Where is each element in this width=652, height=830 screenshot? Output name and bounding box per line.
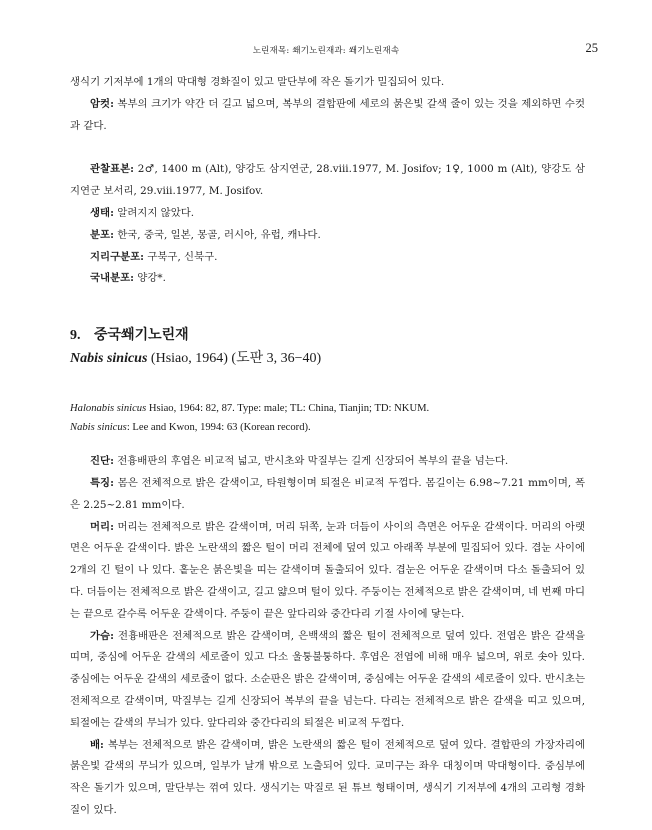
material-examined: 관찰표본: 2♂, 1400 m (Alt), 양강도 삼지연군, 28.viii.1977, M. Josifov; 1♀, 1000 m (Alt), 양강도 삼지연군 보서리, 29.viii.1977, M. Josifov. [70,163,585,198]
ecology: 생태: 알려지지 않았다. [90,206,195,219]
female-paragraph: 암컷: 복부의 크기가 약간 더 길고 넓으며, 복부의 결합판에 세로의 붉은빛 갈색 줄이 있는 것을 제외하면 수컷과 같다. [70,97,585,132]
distribution: 분포: 한국, 중국, 일본, 몽골, 러시아, 유럽, 캐나다. [90,228,321,241]
running-head: 노린재목: 쐐기노린재과: 쐐기노린재속 [252,46,400,56]
diagnosis: 진단: 전흉배판의 후엽은 비교적 넓고, 반시초와 막질부는 길게 신장되어 복부의 끝을 넘는다. [90,455,509,468]
species-scientific-name: Nabis sinicus (Hsiao, 1964) (도판 3, 36−40) [70,351,322,367]
abdomen-description: 배: 복부는 전체적으로 밝은 갈색이며, 밝은 노란색의 짧은 털이 전체적으로 덮여 있다. 결합판의 가장자리에 붉은빛 갈색의 무늬가 있으며, 일부가 날개 밖으로 노출되어 있다. 교미구는 좌우 대칭이며 막대형이다. 중심부에 작은 돌기가 있으며, 말단부는 꺾여 있다. 생식기는 막질로 된 튜브 형태이며, 생식기 기저부에 4개의 고리형 경화질이 있다. [70,738,585,816]
features: 특징: 몸은 전체적으로 밝은 갈색이고, 타원형이며 퇴절은 비교적 두껍다. 몸길이는 6.98~7.21 mm이며, 폭은 2.25~2.81 mm이다. [70,476,585,511]
species-heading: 9. 중국쐐기노린재 [70,327,189,344]
synonym-1: Halonabis sinicus Hsiao, 1964: 82, 87. Type: male; TL: China, Tianjin; TD: NKUM. [70,403,430,415]
domestic-distribution: 국내분포: 양강*. [90,272,166,285]
genitalia-paragraph: 생식기 기저부에 1개의 막대형 경화질이 있고 말단부에 작은 돌기가 밀집되어 있다. [70,76,445,88]
synonym-2: Nabis sinicus: Lee and Kwon, 1994: 63 (Korean record). [70,422,311,434]
head-description: 머리: 머리는 전체적으로 밝은 갈색이며, 머리 뒤쪽, 눈과 더듬이 사이의 측면은 어두운 갈색이다. 머리의 아랫면은 어두운 갈색이다. 밝은 노란색의 짧은 털이 머리 전체에 덮여 있고 아래쪽 부분에 밀집되어 있다. 겹눈 사이에 2개의 긴 털이 나 있다. 홑눈은 붉은빛을 띠는 갈색이며 돌출되어 있다. 겹눈은 어두운 갈색이며 다소 돌출되어 있다. 더듬이는 전체적으로 밝은 갈색이고, 길고 얇으며 털이 있다. 주둥이는 전체적으로 밝은 갈색이며, 네 번째 마디는 끝으로 갈수록 어두운 갈색이다. 주둥이 끝은 앞다리와 중간다리 기절 사이에 닿는다. [70,520,585,620]
page-number: 25 [585,41,598,55]
zoogeographic-distribution: 지리구분포: 구북구, 신북구. [90,250,218,263]
thorax-description: 가슴: 전흉배판은 전체적으로 밝은 갈색이며, 은백색의 짧은 털이 전체적으로 덮여 있다. 전엽은 밝은 갈색을 띠며, 중심에 어두운 갈색의 세로줄이 있고 다소 울퉁불퉁하다. 후엽은 전엽에 비해 매우 넓으며, 위로 솟아 있다. 중심에는 어두운 갈색의 세로줄이 없다. 소순판은 밝은 갈색이며, 중심에는 어두운 갈색의 세로줄이 있다. 반시초는 전체적으로 갈색이며, 막질부는 길게 신장되어 복부의 끝을 넘는다. 다리는 전체적으로 밝은 갈색을 띠고 있으며, 퇴절에는 갈색의 무늬가 있다. 앞다리와 중간다리의 퇴절은 비교적 두껍다. [70,629,585,729]
page-body [70,72,585,822]
